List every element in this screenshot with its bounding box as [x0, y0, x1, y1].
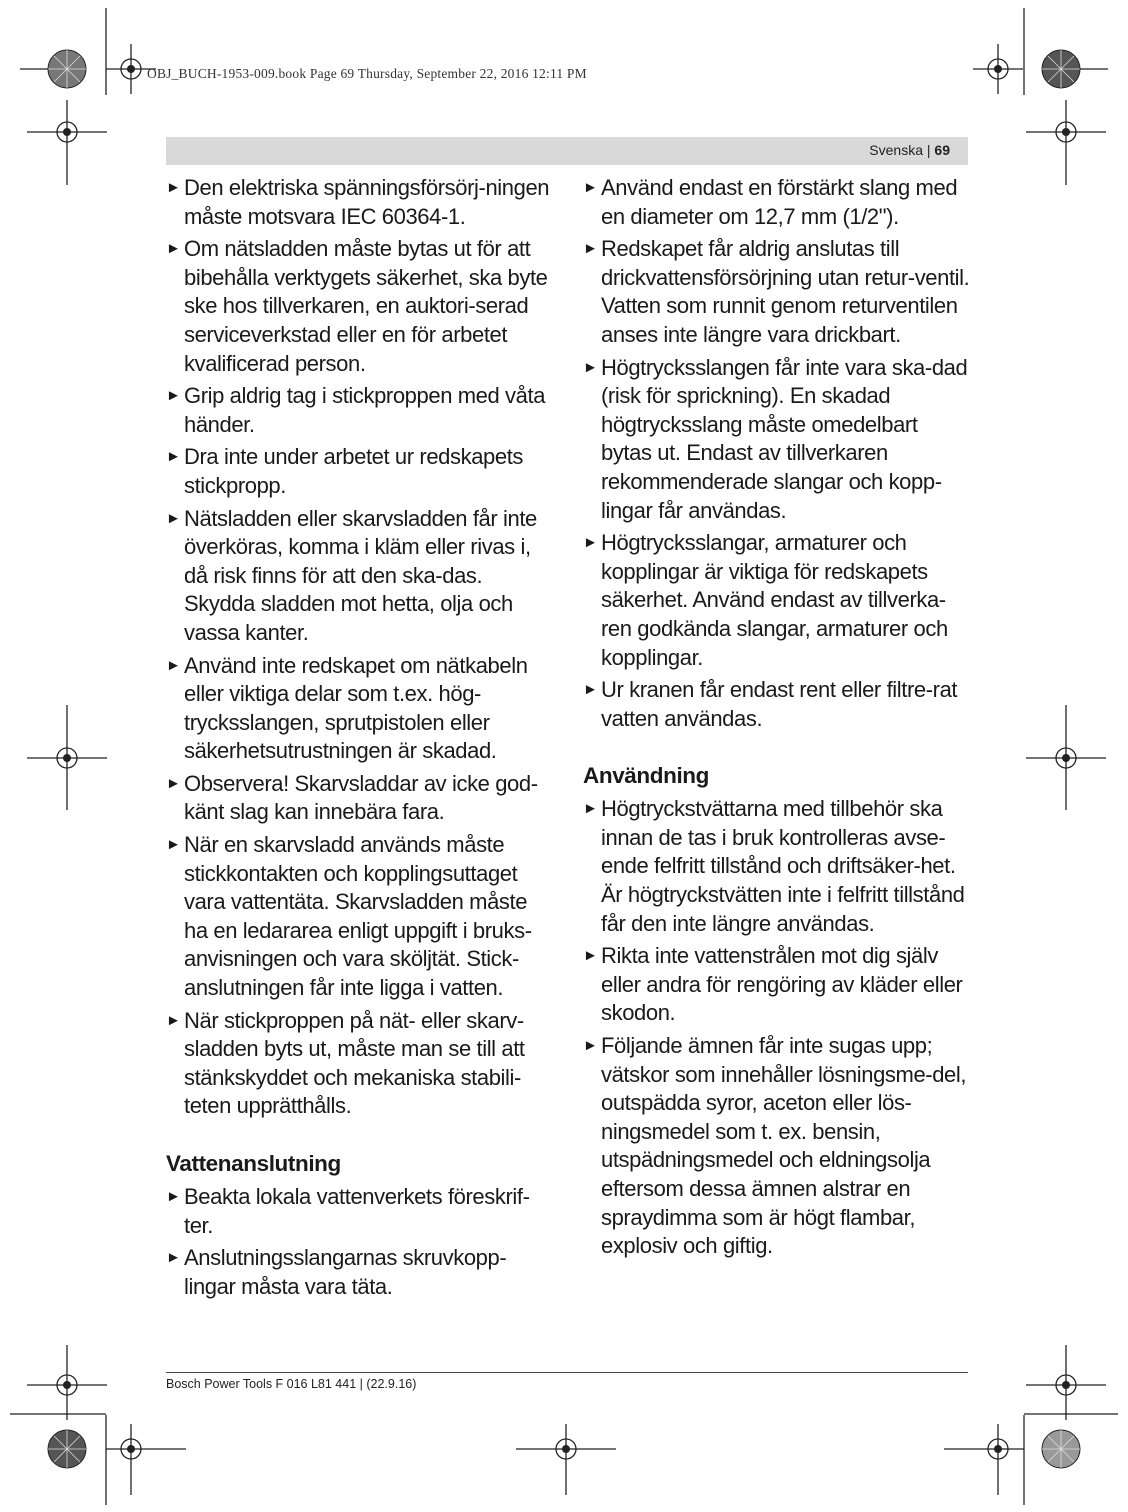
- bullet-icon: ►: [166, 448, 181, 466]
- bullet-icon: ►: [583, 681, 598, 699]
- bullet-icon: ►: [583, 240, 598, 258]
- list-item: ► Högtryckstvättarna med tillbehör ska innan de tas i bruk kontrolleras avse-ende felfritt tillstånd och driftsäker-het. Är högtryckstvätten inte i felfritt tillstånd får den inte längre användas.: [583, 796, 965, 936]
- list-item: ► Rikta inte vattenstrålen mot dig själv eller andra för rengöring av kläder eller skodon.: [583, 943, 963, 1026]
- language-label: Svenska: [869, 142, 923, 158]
- list-item: ► När stickproppen på nät- eller skarv-sladden byts ut, måste man se till att stänkskyddet och mekaniska stabili-teten upprätthålls.: [166, 1007, 525, 1119]
- header-separator: |: [923, 142, 935, 158]
- page-number: 69: [934, 142, 950, 158]
- bullet-icon: ►: [166, 1249, 181, 1267]
- list-item: ► När en skarvsladd används måste stickkontakten och kopplingsuttaget vara vattentäta. Skarvsladden måste ha en ledararea enligt uppgift i bruks-anvisningen och vara sköljtät. Stick-anslutningen får inte ligga i vatten.: [166, 832, 532, 1001]
- list-item: ► Följande ämnen får inte sugas upp; vätskor som innehåller lösningsme-del, outspädda syror, aceton eller lös-ningsmedel som t. ex. bensin, utspädningsmedel och eldningsolja eftersom dessa ämnen alstrar en spraydimma som är högt flambar, explosiv och giftig.: [583, 1033, 967, 1259]
- section-heading-vattenanslutning: Vattenanslutning: [166, 1151, 341, 1176]
- section-heading-anvandning: Användning: [583, 763, 709, 789]
- list-item: ► Högtrycksslangar, armaturer och kopplingar är viktiga för redskapets säkerhet. Använd endast av tillverka-ren godkända slangar, armaturer och kopplingar.: [583, 530, 948, 670]
- list-item: ► Nätsladden eller skarvsladden får inte överköras, komma i kläm eller rivas i, då risk finns för att den ska-das. Skydda sladden mot hetta, olja och vassa kanter.: [166, 505, 537, 645]
- bullet-icon: ►: [166, 509, 181, 527]
- right-column: [583, 174, 973, 1265]
- bullet-icon: ►: [583, 800, 598, 818]
- bullet-icon: ►: [166, 656, 181, 674]
- list-item: ► Om nätsladden måste bytas ut för att bibehålla verktygets säkerhet, ska byte ske hos tillverkaren, en auktori-serad serviceverkstad eller en för arbetet kvalificerad person.: [166, 236, 548, 376]
- list-item: ► Högtrycksslangen får inte vara ska-dad (risk för sprickning). En skadad högtrycksslang måste omedelbart bytas ut. Endast av tillverkaren rekommenderade slangar och kopp-lingar får användas.: [583, 354, 968, 523]
- bullet-icon: ►: [583, 534, 598, 552]
- list-item: ► Grip aldrig tag i stickproppen med våta händer.: [166, 383, 546, 437]
- page-footer: Bosch Power Tools F 016 L81 441 | (22.9.16): [166, 1377, 417, 1391]
- page-header: [166, 137, 968, 165]
- list-item: ► Observera! Skarvsladdar av icke god-känt slag kan innebära fara.: [166, 770, 538, 825]
- bullet-icon: ►: [166, 240, 181, 258]
- left-column: [166, 174, 554, 1305]
- list-item: ► Redskapet får aldrig anslutas till drickvattensförsörjning utan retur-ventil. Vatten som runnit genom returventilen anses inte längre vara drickbart.: [583, 236, 970, 347]
- list-item: ► Beakta lokala vattenverkets föreskrif-ter.: [166, 1184, 530, 1238]
- bullet-icon: ►: [583, 947, 598, 965]
- bullet-icon: ►: [166, 836, 181, 854]
- list-item: ► Använd inte redskapet om nätkabeln eller viktiga delar som t.ex. hög-trycksslangen, sprutpistolen eller säkerhetsutrustningen är skadad.: [166, 652, 528, 764]
- bullet-icon: ►: [583, 179, 598, 196]
- bullet-icon: ►: [583, 358, 598, 376]
- bullet-icon: ►: [166, 1011, 181, 1029]
- list-item: ► Anslutningsslangarnas skruvkopp-lingar måsta vara täta.: [166, 1245, 507, 1299]
- print-slug: OBJ_BUCH-1953-009.book Page 69 Thursday, September 22, 2016 12:11 PM: [147, 66, 587, 81]
- list-item: ► Den elektriska spänningsförsörj-ningen måste motsvara IEC 60364-1.: [166, 175, 550, 229]
- list-item: ► Använd endast en förstärkt slang med en diameter om 12,7 mm (1/2").: [583, 175, 958, 229]
- bullet-icon: ►: [166, 774, 181, 792]
- list-item: ► Dra inte under arbetet ur redskapets stickpropp.: [166, 444, 524, 498]
- bullet-icon: ►: [166, 387, 181, 405]
- list-item: ► Ur kranen får endast rent eller filtre-rat vatten användas.: [583, 677, 958, 731]
- header-label: [869, 142, 950, 158]
- bullet-icon: ►: [166, 1188, 181, 1205]
- bullet-icon: ►: [166, 179, 181, 196]
- footer-divider: [166, 1372, 968, 1373]
- bullet-icon: ►: [583, 1037, 598, 1055]
